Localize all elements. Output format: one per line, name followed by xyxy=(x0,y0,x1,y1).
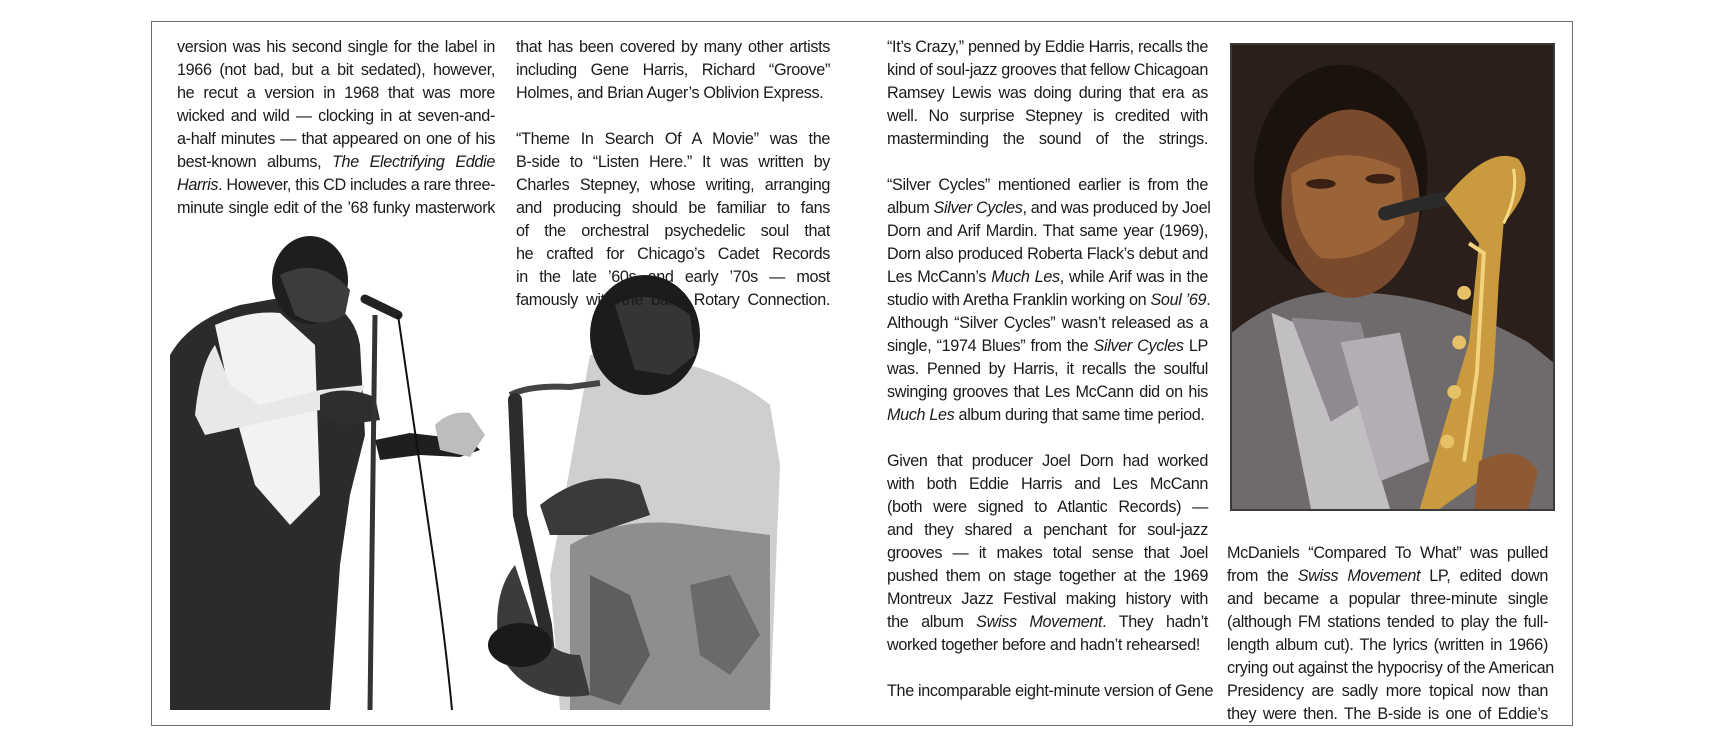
text-line xyxy=(887,82,1208,105)
text-run: LP, edited down xyxy=(1420,567,1548,585)
italic-title: Silver Cycles xyxy=(933,199,1023,217)
italic-title: Much Les xyxy=(887,406,955,424)
text-run: album during that same time period. xyxy=(954,406,1205,424)
text-line xyxy=(887,450,1208,473)
text-run: Presidency are sadly more topical now than xyxy=(1227,682,1548,700)
italic-title: Swiss Movement xyxy=(1297,567,1421,585)
text-line xyxy=(177,128,495,151)
text-line xyxy=(516,151,830,174)
microphone-stand xyxy=(365,299,452,710)
text-line xyxy=(887,289,1211,312)
text-run: B-side to “Listen Here.” It was written by xyxy=(516,153,830,171)
text-line xyxy=(887,381,1208,404)
text-line xyxy=(887,243,1208,266)
text-run: was. Penned by Harris, it recalls the soulful xyxy=(887,360,1208,378)
text-run: (both were signed to Atlantic Records) — xyxy=(887,498,1208,516)
text-line xyxy=(1227,657,1554,680)
italic-title: The Electrifying Eddie xyxy=(332,153,495,171)
text-column-4 xyxy=(1227,542,1554,726)
text-run: best-known albums, xyxy=(177,153,333,171)
text-run: . However, this CD includes a rare three- xyxy=(218,176,496,194)
text-line xyxy=(887,473,1208,496)
text-run: the album xyxy=(887,613,977,631)
text-line xyxy=(516,197,830,220)
text-line xyxy=(177,59,495,82)
text-run: he recut a version in 1968 that was more xyxy=(177,84,495,102)
text-line xyxy=(887,542,1208,565)
text-run: Charles Stepney, whose writing, arranging xyxy=(516,176,830,194)
paragraph-gap xyxy=(887,657,1208,680)
text-run: Although “Silver Cycles” wasn’t released as a xyxy=(887,314,1208,332)
text-run: “It’s Crazy,” penned by Eddie Harris, recalls the xyxy=(887,38,1208,56)
text-line xyxy=(887,335,1208,358)
text-run: version was his second single for the label in xyxy=(177,38,495,56)
text-line xyxy=(516,266,830,289)
text-line xyxy=(1227,611,1548,634)
text-line xyxy=(177,82,495,105)
text-run: Given that producer Joel Dorn had worked xyxy=(887,452,1208,470)
text-line xyxy=(1227,542,1548,565)
text-run: famously with the band Rotary Connection. xyxy=(516,291,830,309)
text-line xyxy=(516,289,830,312)
text-run: he crafted for Chicago’s Cadet Records xyxy=(516,245,830,263)
text-line xyxy=(1227,588,1548,611)
text-run: single, “1974 Blues” from the xyxy=(887,337,1094,355)
text-run: minute single edit of the ’68 funky masterwork xyxy=(177,199,495,217)
text-line xyxy=(1227,680,1548,703)
text-line xyxy=(887,312,1208,335)
text-run: , and was produced by Joel xyxy=(1022,199,1211,217)
text-line xyxy=(516,59,830,82)
text-run: Ramsey Lewis was doing during that era as xyxy=(887,84,1208,102)
text-run: Holmes, and Brian Auger’s Oblivion Express. xyxy=(516,84,824,102)
text-run: they were then. The B-side is one of Eddie’s xyxy=(1227,705,1548,723)
text-line xyxy=(887,105,1208,128)
text-run: a-half minutes — that appeared on one of his xyxy=(177,130,495,148)
text-run: The incomparable eight-minute version of Gene xyxy=(887,682,1214,700)
text-run: Dorn also produced Roberta Flack’s debut and xyxy=(887,245,1208,263)
text-run: masterminding the sound of the strings. xyxy=(887,130,1208,148)
text-run: . They hadn’t xyxy=(1102,613,1208,631)
text-line xyxy=(1227,634,1548,657)
text-run: album xyxy=(887,199,934,217)
text-line xyxy=(1227,565,1548,588)
text-run: crying out against the hypocrisy of the American xyxy=(1227,659,1554,677)
text-run: Les McCann’s xyxy=(887,268,992,286)
italic-title: Soul ’69 xyxy=(1150,291,1207,309)
italic-title: Silver Cycles xyxy=(1093,337,1184,355)
text-line xyxy=(177,197,495,220)
text-run: with both Eddie Harris and Les McCann xyxy=(887,475,1208,493)
text-line xyxy=(516,220,830,243)
text-run: kind of soul-jazz grooves that fellow Chicagoan xyxy=(887,61,1208,79)
text-run: of the orchestral psychedelic soul that xyxy=(516,222,830,240)
singer-figure xyxy=(170,236,485,710)
text-run: McDaniels “Compared To What” was pulled xyxy=(1227,544,1548,562)
text-line xyxy=(887,174,1208,197)
text-run: and became a popular three-minute single xyxy=(1227,590,1548,608)
italic-title: Harris xyxy=(177,176,219,194)
text-line xyxy=(887,220,1208,243)
saxophonist-color-photo xyxy=(1230,43,1555,511)
text-line xyxy=(887,565,1208,588)
text-run: in the late ’60s and early ’70s — most xyxy=(516,268,830,286)
text-line xyxy=(887,197,1211,220)
text-line xyxy=(887,634,1208,657)
text-run: 1966 (not bad, but a bit sedated), however, xyxy=(177,61,495,79)
text-run: and they shared a penchant for soul-jazz xyxy=(887,521,1208,539)
text-line xyxy=(516,36,830,59)
text-line xyxy=(887,266,1208,289)
saxophonist-figure xyxy=(540,275,780,710)
text-line xyxy=(887,680,1214,703)
text-column-3 xyxy=(887,36,1214,703)
text-line xyxy=(177,151,495,174)
text-run: well. No surprise Stepney is credited with xyxy=(887,107,1208,125)
text-column-2 xyxy=(516,36,830,312)
paragraph-gap xyxy=(516,105,830,128)
paragraph-gap xyxy=(887,427,1208,450)
text-run: pushed them on stage together at the 1969 xyxy=(887,567,1208,585)
text-column-1 xyxy=(177,36,495,220)
text-run: grooves — it makes total sense that Joel xyxy=(887,544,1208,562)
text-line xyxy=(887,519,1208,542)
text-run: swinging grooves that Les McCann did on his xyxy=(887,383,1208,401)
text-run: (although FM stations tended to play the full- xyxy=(1227,613,1548,631)
text-run: . xyxy=(1206,291,1211,309)
text-line xyxy=(516,243,830,266)
text-run: “Silver Cycles” mentioned earlier is from the xyxy=(887,176,1208,194)
paragraph-gap xyxy=(887,151,1208,174)
text-line xyxy=(177,105,495,128)
text-line xyxy=(177,36,495,59)
text-run: wicked and wild — clocking in at seven-and- xyxy=(177,107,495,125)
text-run: length album cut). The lyrics (written in 1966) xyxy=(1227,636,1548,654)
text-run: that has been covered by many other artists xyxy=(516,38,830,56)
text-line xyxy=(516,128,830,151)
text-line xyxy=(516,82,830,105)
text-run: LP xyxy=(1183,337,1208,355)
text-line xyxy=(887,404,1208,427)
text-line xyxy=(887,358,1208,381)
italic-title: Much Les xyxy=(991,268,1060,286)
text-line xyxy=(177,174,495,197)
text-line xyxy=(887,36,1208,59)
text-run: worked together before and hadn’t rehearsed! xyxy=(887,636,1201,654)
text-line xyxy=(887,496,1208,519)
text-line xyxy=(887,588,1208,611)
italic-title: Swiss Movement xyxy=(976,613,1103,631)
text-line xyxy=(887,611,1208,634)
text-line xyxy=(887,128,1208,151)
text-line xyxy=(1227,703,1548,726)
text-run: “Theme In Search Of A Movie” was the xyxy=(516,130,830,148)
text-run: Montreux Jazz Festival making history with xyxy=(887,590,1208,608)
saxophonist-illustration xyxy=(1232,45,1553,509)
text-run: including Gene Harris, Richard “Groove” xyxy=(516,61,830,79)
text-line xyxy=(516,174,830,197)
text-run: Dorn and Arif Mardin. That same year (1969), xyxy=(887,222,1208,240)
text-line xyxy=(887,59,1208,82)
text-run: from the xyxy=(1227,567,1298,585)
text-run: and producing should be familiar to fans xyxy=(516,199,830,217)
text-run: , while Arif was in the xyxy=(1059,268,1208,286)
text-run: studio with Aretha Franklin working on xyxy=(887,291,1151,309)
